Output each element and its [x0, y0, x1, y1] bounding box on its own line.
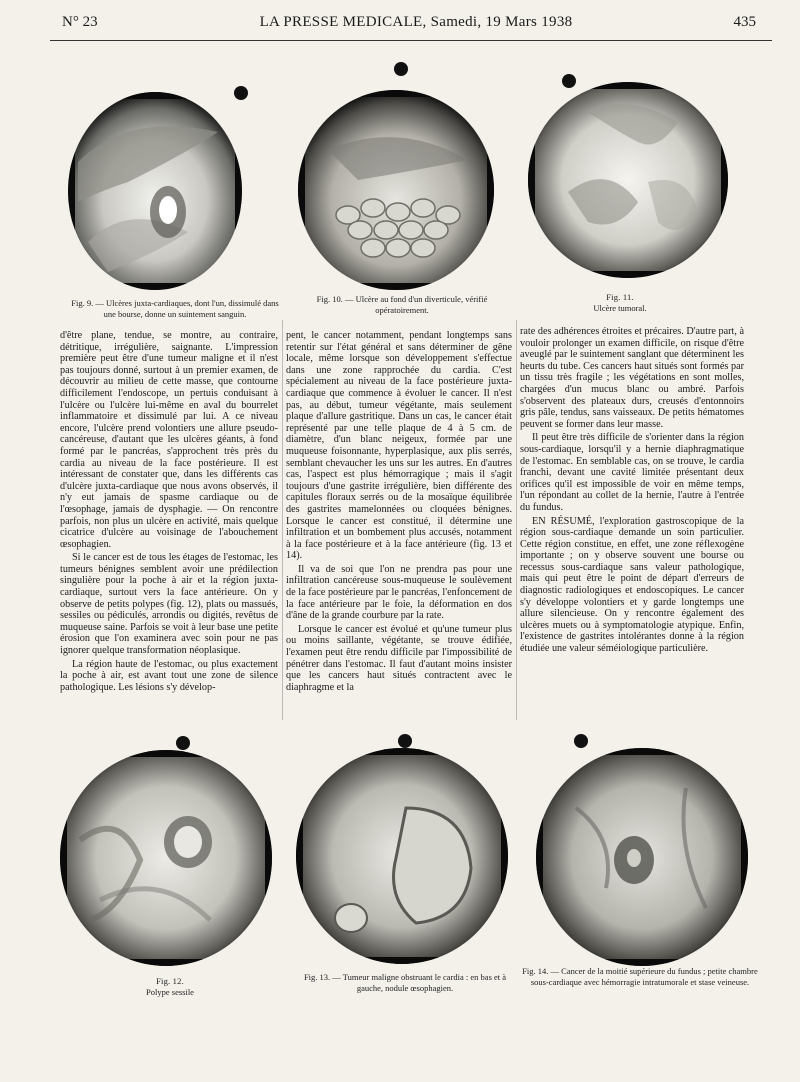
- figure-9-caption: Fig. 9. — Ulcères juxta-cardiaques, dont l'un, dissimulé dans une bourse, donne un suintement sanguin.: [71, 298, 279, 319]
- col3-paragraph-1: rate des adhérences étroites et précaires. D'autre part, à vouloir prolonger un examen difficile, on risque d'être aveuglé par le suintement sanglant que déterminent les heurts du tube. Ces cancers haut situés sont formés par un tissu très fragile ; les végétations en sont molles, chargées d'un mucus blanc ou ambré. Parfois s'observent des plateaux durs, creusés d'entonnoirs gris pâle, tendus, sans vaisseaux. De petits hématomes peuvent se former dans leur masse.: [520, 326, 744, 430]
- figure-9-marker: [234, 86, 248, 100]
- figure-11-marker: [562, 74, 576, 88]
- issue-number: N° 23: [62, 14, 98, 30]
- figure-12-text: Polype sessile: [146, 987, 194, 997]
- figure-12-label: Fig. 12.: [156, 976, 184, 986]
- figure-10-plate: [298, 90, 494, 290]
- col1-paragraph-3: La région haute de l'estomac, ou plus exactement la poche à air, est avant tout une zone de silence pathologique. Les lésions s'y dévelop-: [60, 658, 278, 693]
- figure-10-marker: [394, 62, 408, 76]
- figure-9-plate: [68, 92, 242, 290]
- column-divider-2: [516, 320, 517, 720]
- page-header: [62, 14, 770, 36]
- figure-13-marker: [398, 734, 412, 748]
- col2-paragraph-2: Il va de soi que l'on ne prendra pas pour une infiltration cancéreuse sous-muqueuse le soulèvement de la face postérieure par le pancréas, l'enfoncement de la face antérieure par le foie, la déformation en dos d'âne de la grande courbure par la rate.: [286, 563, 512, 622]
- col3-paragraph-2: Il peut être très difficile de s'orienter dans la région sous-cardiaque, lorsqu'il y a hernie diaphragmatique de l'estomac. En semblable cas, on se trouve, le cardia franchi, devant une cavité limitée présentant deux orifices qu'il est impossible de voir en même temps, l'un répondant au collet de la hernie, l'autre à l'entrée du fundus.: [520, 432, 744, 513]
- figure-14-plate: [536, 748, 748, 966]
- text-column-2: [286, 330, 512, 695]
- col2-paragraph-1: pent, le cancer notamment, pendant longtemps sans retentir sur l'état général et sans déterminer de gêne locale, même lorsque son développement s'effectue dans une zone rapprochée du cardia. C'est spécialement au niveau de la face postérieure juxta-cardiaque que commence à évoluer le cancer. Il n'est pas, au début, tumeur végétante, mais seulement plaque d'allure gastritique. Dans un cas, le cancer était représenté par une telle plaque de 4 à 5 cm. de diamètre, d'un blanc neigeux, formée par une muqueuse foisonnante, hyperplasique, aux plis serrés, semblant chevaucher les uns sur les autres. En d'autres cas, l'aspect est plus hémorragique ; mais il s'agit toujours d'une gastrite irrégulière, bien différente des capitules floraux serrés ou de la mosaïque équilibrée des gastrites mamelonnées ou cloquées bénignes. Lorsque le cancer est constitué, il détermine une infiltration et un bombement plus accusés, notamment à la face postérieure et à la face antérieure (fig. 13 et 14).: [286, 330, 512, 562]
- col1-paragraph-1: d'être plane, tendue, se montre, au contraire, détritique, irrégulière, saignante. L'impression première peut être d'une tumeur maligne et il n'est pas toujours donné, surtout à un premier examen, de découvrir au milieu de cette masse, que contourne difficilement l'endoscope, un pertuis conduisant à l'ulcère ou l'ulcère lui-même en aval du bourrelet inflammatoire et dissimulé par lui. A ce niveau encore, l'ulcère prend volontiers une allure pseudo-cancéreuse, d'autant que les ulcères géants, à fond formé par le pancréas, s'approchent très près du cardia au niveau de la face postérieure. Il est intéressant de constater que, dans les différents cas d'ulcère juxta-cardiaque que nous avons observés, il n'y eut jamais de spasme cardiaque ou de l'œsophage, jamais de dysphagie. — On rencontre parfois, non plus un ulcère en activité, mais quelque cicatrice d'ulcère au voisinage de l'abouchement œsophagien.: [60, 330, 278, 550]
- figure-11-plate: [528, 82, 728, 278]
- figure-13-plate: [296, 748, 508, 964]
- figure-13-caption: Fig. 13. — Tumeur maligne obstruant le cardia : en bas et à gauche, nodule œsophagien.: [303, 972, 507, 993]
- figure-12-caption: [120, 976, 220, 998]
- column-divider-1: [282, 320, 283, 720]
- figure-11-caption: [560, 292, 680, 314]
- figure-10-caption: Fig. 10. — Ulcère au fond d'un diverticule, vérifié opératoirement.: [316, 294, 488, 315]
- figure-14-caption: Fig. 14. — Cancer de la moitié supérieure du fundus ; petite chambre sous-cardiaque avec hémorragie intratumorale et stase veineuse.: [522, 966, 758, 987]
- figure-12-marker: [176, 736, 190, 750]
- col1-paragraph-2: Si le cancer est de tous les étages de l'estomac, les tumeurs bénignes semblent avoir une prédilection singulière pour la poche à air et la région juxta-cardiaque, surtout vers la face antérieure. On y observe de petits polypes (fig. 12), plats ou massués, sessiles ou pédiculés, arrondis ou digités, revêtus de muqueuse saine. Parfois se voit à leur base une petite érosion que l'on examinera avec soin pour ne pas ignorer quelque transformation néoplasique.: [60, 552, 278, 657]
- col3-paragraph-3: EN RÉSUMÉ, l'exploration gastroscopique de la région sous-cardiaque demande un soin particulier. Cette région constitue, en effet, une zone réflexogène importante ; on y observe souvent une bourse ou recessus sous-cardiaque sans valeur pathologique, mais qui peut être le point de départ d'erreurs de diagnostic radiologiques et endoscopiques. Le cancer s'y développe volontiers et y garde longtemps une allure silencieuse. On y rencontre également des ulcères muets ou à symptomatologie atypique. Enfin, l'existence de gastrites intolérantes donne à la région étudiée une valeur séméiologique particulière.: [520, 515, 744, 655]
- figure-11-label: Fig. 11.: [606, 292, 634, 302]
- page-number: 435: [733, 14, 756, 30]
- text-column-1: [60, 330, 278, 695]
- figure-12-plate: [60, 750, 272, 966]
- text-column-3: [520, 326, 744, 657]
- masthead: LA PRESSE MEDICALE, Samedi, 19 Mars 1938: [259, 14, 573, 30]
- header-rule: [50, 40, 772, 41]
- figure-11-text: Ulcère tumoral.: [593, 303, 647, 313]
- col2-paragraph-3: Lorsque le cancer est évolué et qu'une tumeur plus ou moins saillante, végétante, se trouve édifiée, l'examen peut être rendu difficile par l'impossibilité de pénétrer dans l'estomac. Il faut d'autant moins insister que les cancers haut situés contractent avec le diaphragme et la: [286, 623, 512, 693]
- figure-14-marker: [574, 734, 588, 748]
